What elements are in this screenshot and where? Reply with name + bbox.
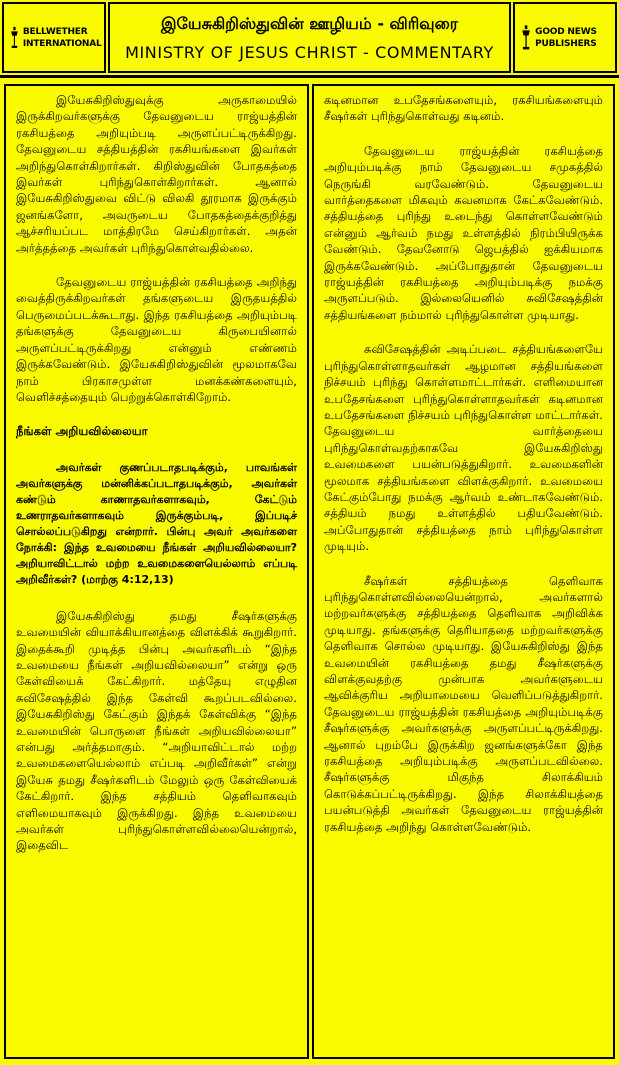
paragraph: தேவனுடைய ராஜ்யத்தின் ரகசியத்தை அறிந்து வைத்திருக்கிறவர்கள் தங்களுடைய இருதயத்தில் பெருமைப்படக்கூடாது. இந்த ரகசியத்தை அறியும்படி தங்களுக்கு தேவனுடைய கிருபையினால் அருளப்பட்டிருக்கிறது என்னும் எண்ணம் இருக்கவேண்டும். இயேசுகிறிஸ்துவின் மூலமாகவே நாம் பிரகாசமுள்ள மனக்கண்களையும், வெளிச்சத்தையும் பெற்றுக்கொள்கிறோம்.: [16, 275, 297, 404]
left-column: [4, 84, 309, 1059]
scripture-quote: அவர்கள் குணப்படாதபடிக்கும், பாவங்கள் அவர்களுக்கு மன்னிக்கப்படாதபடிக்கும், அவர்கள் கண்டும் காணாதவர்களாகவும், கேட்டும் உணராதவர்களாகவும் இருக்கும்படி, இப்படிச் சொல்லப்படுகிறது என்றார். பின்பு அவர் அவர்களை நோக்கி: இந்த உவமையை நீங்கள் அறியவில்லையா? அறியாவிட்டால் மற்ற உவமைகளையெல்லாம் எப்படி அறிவீர்கள்? (மாற்கு 4:12,13): [16, 460, 297, 586]
page-title-english: MINISTRY OF JESUS CHRIST - COMMENTARY: [125, 43, 494, 62]
left-logo-text: BELLWETHER INTERNATIONAL: [22, 26, 102, 49]
right-column: [312, 84, 615, 1059]
paragraph: கடினமான உபதேசங்களையும், ரகசியங்களையும் சீஷர்கள் புரிந்துகொள்வது கடினம்.: [324, 93, 603, 124]
page-title-tamil: இயேசுகிறிஸ்துவின் ஊழியம் - விரிவுரை: [160, 14, 458, 33]
paragraph: சீஷர்கள் சத்தியத்தை தெளிவாக புரிந்துகொள்ளவில்லையென்றால், அவர்களால் மற்றவர்களுக்கு சத்தியத்தை தெளிவாக அறிவிக்க முடியாது. தங்களுக்கு தெரியாததை மற்றவர்களுக்கு தெளிவாக சொல்ல முடியாது. இயேசுகிறிஸ்து இந்த உவமையின் ரகசியத்தை தமது சீஷர்களுக்கு விளக்குவதற்கு முன்பாக அவர்களுடைய ஆவிக்குரிய அறியாமையை வெளிப்படுத்துகிறார். தேவனுடைய ராஜ்யத்தின் ரகசியத்தை அறியும்படிக்கு சீஷர்களுக்கு அவர்களுக்கு அருளப்பட்டிருக்கிறது. ஆனால் புறம்பே இருக்கிற ஜனங்களுக்கோ இந்த ரகசியத்தை அறியும்படிக்கு அருளப்படவில்லை. சீஷர்களுக்கு மிகுந்த சிலாக்கியம் கொடுக்கப்பட்டிருக்கிறது. இந்த சிலாக்கியத்தை பயன்படுத்தி அவர்கள் தேவனுடைய ராஜ்யத்தின் ரகசியத்தை அறிந்து கொள்ளவேண்டும்.: [324, 573, 603, 834]
title-box: [108, 2, 511, 73]
lamp-icon: [521, 16, 531, 60]
header: [0, 0, 619, 78]
paragraph: இயேசுகிறிஸ்து தமது சீஷர்களுக்கு உவமையின் வியாக்கியானத்தை விளக்கிக் கூறுகிறார். இதைக்கூறி முடித்த பின்பு அவர்களிடம் “இந்த உவமையை நீங்கள் அறியவில்லையா” என்று ஒரு கேள்வியைக் கேட்கிறார். மத்தேயு எழுதின சுவிசேஷத்தில் இந்த கேள்வி கூறப்படவில்லை. இயேசுகிறிஸ்து கேட்கும் இந்தக் கேள்விக்கு “இந்த உவமையின் பொருளை நீங்கள் அறியவில்லையா” என்பது அர்த்தமாகும். “அறியாவிட்டால் மற்ற உவமைகளையெல்லாம் எப்படி அறிவீர்கள்” என்று இயேசு தமது சீஷர்களிடம் மேலும் ஒரு கேள்வியைக் கேட்கிறார். இந்த சத்தியம் தெளிவாகவும் எளிமையாகவும் இருக்கிறது. இந்த உவமையை அவர்கள் புரிந்துகொள்ளவில்லையென்றால், இதைவிட: [16, 608, 297, 853]
lamp-icon: [10, 16, 19, 60]
section-heading: நீங்கள் அறியவில்லையா: [16, 424, 148, 439]
bellwether-logo: [2, 2, 106, 73]
paragraph: சுவிசேஷத்தின் அடிப்படை சத்தியங்களையே புரிந்துகொள்ளாதவர்கள் ஆழமான சத்தியங்களை நிச்சயம் புரிந்து கொள்ளமாட்டார்கள். எளிமையான உபதேசங்களை புரிந்துகொள்ளாதவர்கள் கடினமான உபதேசங்களை நிச்சயம் புரிந்துகொள்ள மாட்டார்கள். தேவனுடைய வார்த்தையை புரிந்துகொள்வதற்காகவே இயேசுகிறிஸ்து உவமைகளை பயன்படுத்துகிறார். உவமைகளின் மூலமாக சத்தியங்களை விளக்குகிறார். உவமையை கேட்கும்போது நமக்கு ஆர்வம் உண்டாகவேண்டும். சத்தியம் நமது உள்ளத்தில் பதியவேண்டும். அப்போதுதான் சத்தியத்தை நாம் புரிந்துகொள்ள முடியும்.: [324, 342, 603, 554]
good-news-logo: [513, 2, 617, 73]
paragraph: தேவனுடைய ராஜ்யத்தின் ரகசியத்தை அறியும்படிக்கு நாம் தேவனுடைய சமுகத்தில் நெருங்கி வரவேண்டும். தேவனுடைய வார்த்தைகளை மிகவும் கவனமாக கேட்கவேண்டும். சத்தியத்தை புரிந்து உடைந்து கொள்ளவேண்டும் என்னும் ஆர்வம் நமது உள்ளத்தில் நிரம்பியிருக்க வேண்டும். தேவனோடு ஜெபத்தில் ஐக்கியமாக இருக்கவேண்டும். அப்போதுதான் தேவனுடைய ராஜ்யத்தின் ரகசியத்தை அறியும்படிக்கு நமக்கு அருளப்படும். இல்லையெனில் சுவிசேஷத்தின் சத்தியங்களை நம்மால் புரிந்துகொள்ள முடியாது.: [324, 143, 603, 322]
paragraph: இயேசுகிறிஸ்துவுக்கு அருகாமையில் இருக்கிறவர்களுக்கு தேவனுடைய ராஜ்யத்தின் ரகசியத்தை அறியும்படி அருளப்பட்டிருக்கிறது. தேவனுடைய சத்தியத்தின் ரகசியங்களை இவர்கள் அறிந்துகொள்கிறார்கள். கிறிஸ்துவின் போதகத்தை இவர்கள் புரிந்துகொள்கிறார்கள். ஆனால் இயேசுகிறிஸ்துவை விட்டு விலகி தூரமாக இருக்கும் ஜனங்களோ, அவருடைய போதகத்தைக்குறித்து ஆச்சரியப்பட மாத்திரமே செய்கிறார்கள். அதன் அர்த்தத்தை அவர்கள் புரிந்துகொள்வதில்லை.: [16, 93, 297, 255]
right-logo-text: GOOD NEWS PUBLISHERS: [535, 26, 597, 49]
